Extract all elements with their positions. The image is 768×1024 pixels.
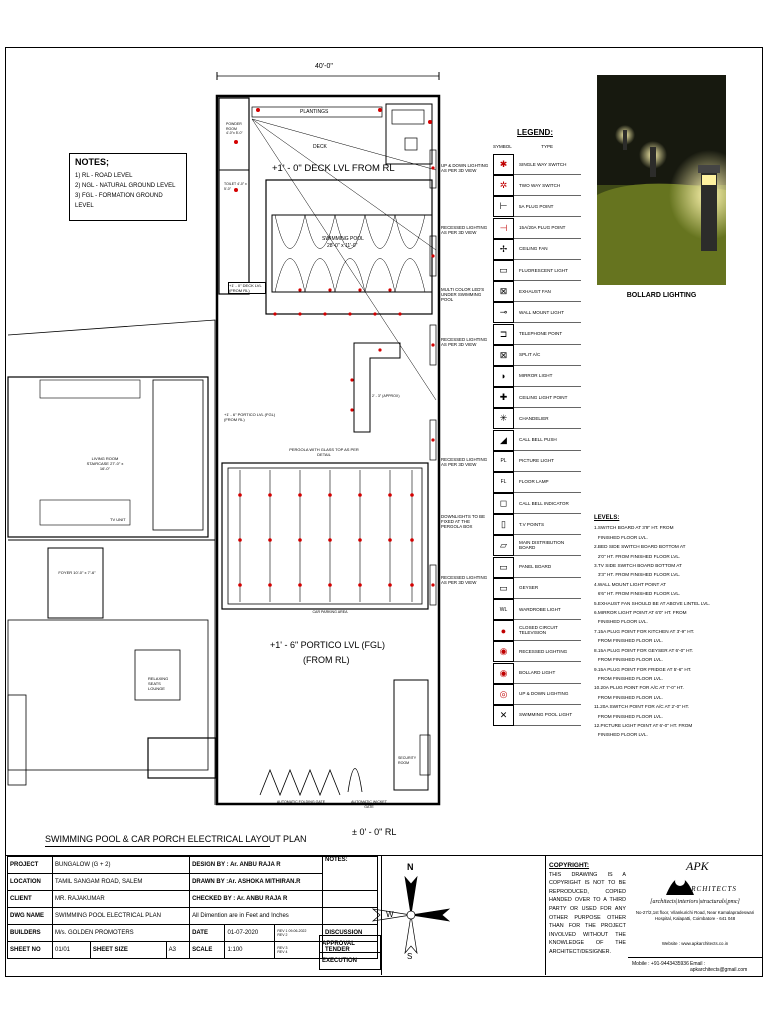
callout-6: DOWNLIGHTS TO BE FIXED AT THE PERGOLA BOX [441,514,485,530]
levels-list [594,523,716,739]
dwg-label: DWG NAME [8,908,53,925]
bollard-icon: ◉ [493,663,514,684]
rev-3: REV 3 [277,946,288,950]
legend-row [493,663,581,684]
level-item: FROM FINISHED FLOOR LVL. [594,638,663,644]
legend-label: T.V POINTS [514,514,581,535]
security-room-label: SECURITY ROOM [398,756,417,766]
level-item: 4.WALL MOUNT LIGHT POINT AT [594,581,666,587]
legend-label: GEYSER [514,578,581,599]
bollard-photo [597,75,726,285]
wall-mount-icon: ⊸ [493,302,514,323]
bell-push-icon: ◢ [493,430,514,451]
scale-label: SCALE [190,942,225,959]
single-way-switch-icon: ✱ [493,154,514,175]
cctv-icon: ● [493,620,514,641]
note-item: 2) NGL - NATURAL GROUND LEVEL [75,183,176,189]
legend-label: TELEPHONE POINT [514,324,581,345]
legend-label: PICTURE LIGHT [514,451,581,472]
empty-cell [323,891,378,908]
notes-box [69,153,187,221]
date-value: 01-07-2020 [225,925,275,942]
dwg-value: SWIMMING POOL ELECTRICAL PLAN [53,908,190,925]
level-item: 1.SWITCH BOARD AT 3'9" HT. FROM [594,525,674,531]
plug-5a-icon: ⊢ [493,196,514,217]
legend-label: 15A/20A PLUG POINT [514,218,581,239]
legend-col-type: TYPE [541,144,553,149]
firm-tagline: [architects|interiors|structurals|pmc] [650,899,740,905]
legend-row [493,408,581,429]
level-item: 3'3" HT. FROM FINISHED FLOOR LVL. [594,572,681,578]
picture-light-icon: PL [493,451,514,472]
pool-name-label: SWIMMING POOL [322,236,364,242]
approval-block [319,935,381,970]
firm-logo-text: APK [686,859,709,873]
seat-size-label: 2' - 3" (APPROX) [372,394,400,398]
tender-label: TENDER [323,942,378,959]
level-item: 8.15A PLUG POINT FOR GEYSER AT 6'-0" HT. [594,647,694,653]
copyright-title: COPYRIGHT: [549,862,590,869]
tv-point-icon: ▯ [493,514,514,535]
callout-7: RECESSED LIGHTING AS PER 3D VIEW [441,575,488,586]
legend-row [493,302,581,323]
discussion-label: DISCUSSION [323,925,378,942]
legend-label: MIRROR LIGHT [514,366,581,387]
legend-row [493,599,581,620]
level-item: 12.PICTURE LIGHT POINT AT 6'-0" HT. FROM [594,722,693,728]
fluorescent-icon: ▭ [493,260,514,281]
empty-cell [323,908,378,925]
level-item: FINISHED FLOOR LVL. [594,732,648,738]
legend-label: CLOSED CIRCUIT TELEVISION [514,620,581,641]
level-item: FINISHED FLOOR LVL. [594,619,648,625]
legend-label: CHANDELIER [514,408,581,429]
legend-row [493,366,581,387]
geyser-icon: ▭ [493,578,514,599]
scale-value: 1:100 [225,942,275,959]
legend-row [493,387,581,408]
execution-label: EXECUTION [320,953,381,970]
compass-e: E [433,910,439,919]
rev-1: REV 1 [277,929,288,933]
zero-level-label: ± 0' - 0" RL [352,827,397,837]
legend-label: 5A PLUG POINT [514,196,581,217]
level-item: FROM FINISHED FLOOR LVL. [594,713,663,719]
level-item: 3.TV SIDE SWITCH BOARD BOTTOM AT [594,563,682,569]
callout-2: RECESSED LIGHTING AS PER 3D VIEW [441,225,488,236]
ceiling-fan-icon: ✢ [493,239,514,260]
mirror-light-icon: ◗ [493,366,514,387]
legend-row [493,493,581,514]
auto-wicket-gate-label: AUTOMATIC WICKET GATE [351,800,387,810]
portico-level-small-label: +1' - 6" PORTICO LVL (FGL) (FROM RL) [224,412,276,423]
legend-row [493,514,581,535]
legend-header [493,144,583,149]
living-room-label: LIVING ROOM STAIRCASE 27'-0" x 16'-0" [86,456,124,472]
floor-lamp-icon: FL [493,472,514,493]
legend-label: PANEL BOARD [514,557,581,578]
legend-row [493,175,581,196]
firm-address: No-27/2,1st floor, Vilankurichi Road, Near Kamalapradeswari Hospital, Kalapatti, Coimbatore - 641 048 [635,910,755,921]
rev-3-4 [275,942,323,959]
legend-row [493,345,581,366]
split-ac-icon: ⊠ [493,345,514,366]
sheet-size-label: SHEET SIZE [90,942,166,959]
panel-board-icon: ▭ [493,557,514,578]
legend-label: SPLIT A/C [514,345,581,366]
legend-label: SINGLE WAY SWITCH [514,154,581,175]
legend-row [493,154,581,175]
photo-caption: BOLLARD LIGHTING [626,292,697,299]
legend-label: TWO WAY SWITCH [514,175,581,196]
deck-level-label: +1' - 0" DECK LVL FROM RL [272,163,395,174]
legend-label: CEILING FAN [514,239,581,260]
level-item: FROM FINISHED FLOOR LVL. [594,675,663,681]
callout-4: RECESSED LIGHTING AS PER 3D VIEW [441,337,488,348]
level-item: 11.20A SWITCH POINT FOR A/C AT 2'-0" HT. [594,704,690,710]
legend-row [493,620,581,641]
legend-row [493,196,581,217]
level-item: 2.BED SIDE SWITCH BOARD BOTTOM AT [594,544,686,550]
toilet-label: TOILET 4'-0" x 5'-0" [224,182,247,191]
legend-label: BOLLARD LIGHT [514,663,581,684]
rev-1-2 [275,925,323,942]
bell-indicator-icon: ◻ [493,493,514,514]
portico-from-label: (FROM RL) [303,655,350,665]
level-item: FROM FINISHED FLOOR LVL. [594,657,663,663]
level-item: 6.MIRROR LIGHT POINT AT 6'0" HT. FROM [594,610,687,616]
callout-3: MULTI COLOR LED'S UNDER SWIMMING POOL [441,287,485,303]
levels-title: LEVELS: [594,515,620,521]
drawn-by: DRAWN BY :Ar. ASHOKA MITHIRAN.R [190,874,323,891]
legend-label: CEILING LIGHT POINT [514,387,581,408]
plan-title: SWIMMING POOL & CAR PORCH ELECTRICAL LAYOUT PLAN [45,834,307,844]
legend-label: SWIMMING POOL LIGHT [514,705,581,726]
legend-row [493,557,581,578]
deck-level-small-label: +1' - 0" DECK LVL (FROM RL) [228,282,266,294]
legend-row [493,641,581,662]
car-parking-label: CAR PARKING AREA [312,610,348,614]
firm-email: Email : apkarchitects@gmail.com [690,961,748,973]
client-value: MR. RAJAKUMAR [53,891,190,908]
legend-label: WARDROBE LIGHT [514,599,581,620]
plantings-label: PLANTINGS [300,109,329,115]
powder-room-label: POWDER ROOM 4'-0"x 5'-0" [226,122,243,135]
legend-col-symbol: SYMBOL [493,144,512,149]
project-value: BUNGALOW (G + 2) [53,857,190,874]
wardrobe-light-icon: WL [493,599,514,620]
relaxing-seats-label: RELAXING SEATS LOUNGE [148,676,169,692]
firm-divider [628,957,762,958]
project-label: PROJECT [8,857,53,874]
divider [545,855,546,975]
firm-name: ARCHITECTS [686,885,737,893]
copyright-text: THIS DRAWING IS A COPYRIGHT IS NOT TO BE REPRODUCED, COPIED HANDED OVER TO A THIRD PARTY OR USED FOR ANY OTHER PURPOSE OTHER THAN FOR THE PROJECT INVOLVED WITHOUT THE KNOWLEDGE OF THE ARCHITECT/DESIGNER. [549,871,626,955]
compass-s: S [407,952,413,961]
firm-mobile: Mobile : +91-9443435936 [632,961,689,967]
pergola-label: PERGOLA WITH GLASS TOP AS PER DETAIL [289,447,359,458]
legend-label: CALL BELL PUSH [514,430,581,451]
legend-row [493,705,581,726]
legend-row [493,239,581,260]
builders-value: M/s. GOLDEN PROMOTERS [53,925,190,942]
level-item: 6'6" HT. FROM FINISHED FLOOR LVL. [594,591,681,597]
pool-size-label: 28'-0" x 11'-0" [327,243,358,249]
date-label: DATE [190,925,225,942]
legend-label: WALL MOUNT LIGHT [514,302,581,323]
client-label: CLIENT [8,891,53,908]
compass-w: W [386,910,394,919]
callout-5: RECESSED LIGHTING AS PER 3D VIEW [441,457,488,468]
rev-2: REV 2 [277,933,288,937]
sheet-no-label: SHEET NO [8,942,53,959]
legend-row [493,578,581,599]
dimension-note: All Dimention are in Feet and Inches [190,908,323,925]
level-item: FROM FINISHED FLOOR LVL. [594,694,663,700]
mdb-icon: ▱ [493,535,514,556]
level-item: 2'0" HT. FROM FINISHED FLOOR LVL. [594,553,681,559]
notes-title: NOTES; [75,157,110,167]
sheet-no-value: 01/01 [53,942,91,959]
callout-1: UP & DOWN LIGHTING AS PER 3D VIEW [441,163,489,174]
approval-label: APPROVAL [320,936,381,953]
location-label: LOCATION [8,874,53,891]
tv-unit-label: TV UNIT [110,517,126,522]
up-down-icon: ◎ [493,684,514,705]
legend-row [493,535,581,556]
legend-row [493,684,581,705]
firm-website: Website : www.apkarchitects.co.in [661,941,729,946]
deck-label: DECK [313,144,327,150]
legend-table [493,154,581,726]
recessed-icon: ◉ [493,641,514,662]
portico-level-label: +1' - 6" PORTICO LVL (FGL) [270,640,386,650]
design-by: DESIGN BY : Ar. ANBU RAJA R [190,857,323,874]
note-item: 1) RL - ROAD LEVEL [75,173,133,179]
exhaust-fan-icon: ⊠ [493,281,514,302]
legend-row [493,451,581,472]
legend-row [493,429,581,450]
legend-row [493,324,581,345]
legend-row [493,218,581,239]
notes-label: NOTES: [323,857,378,891]
firm-block [628,857,762,974]
location-value: TAMIL SANGAM ROAD, SALEM [53,874,190,891]
two-way-switch-icon: ✲ [493,175,514,196]
note-item: 3) FGL - FORMATION GROUND LEVEL [75,193,163,209]
rev-4: REV 4 [277,950,288,954]
level-item: 10.20A PLUG POINT FOR A/C AT 7'-0" HT. [594,685,684,691]
legend-label: RECESSED LIGHTING [514,641,581,662]
builders-label: BUILDERS [8,925,53,942]
auto-folding-gate-label: AUTOMATIC FOLDING GATE [276,800,326,804]
plug-15a-icon: ⊣ [493,218,514,239]
legend-row [493,281,581,302]
checked-by: CHECKED BY : Ar. ANBU RAJA R [190,891,323,908]
copyright-block [549,862,626,957]
sheet-size-value: A3 [166,942,189,959]
pool-light-icon: ✕ [493,705,514,726]
levels-notes [594,514,716,740]
level-item: 7.15A PLUG POINT FOR KITCHEN AT 3'-9" HT. [594,628,695,634]
rev-1-date: 09-06-2022 [288,929,307,933]
legend-label: MAIN DISTRIBUTION BOARD [514,535,581,556]
legend-label: FLOOR LAMP [514,472,581,493]
legend-label: UP & DOWN LIGHTING [514,684,581,705]
plan-title-underline [45,846,270,847]
foyer-label: FOYER 10'-0" x 7'-6" [58,570,96,575]
width-dimension: 40'-0" [315,63,333,70]
level-item: 5.EXHAUST FAN SHOULD BE AT ABOVE LINTEL LVL. [594,600,711,606]
legend-row [493,472,581,493]
compass-n: N [407,862,414,872]
chandelier-icon: ✳ [493,408,514,429]
legend-label: CALL BELL INDICATOR [514,493,581,514]
legend-label: FLUORESCENT LIGHT [514,260,581,281]
level-item: FINISHED FLOOR LVL. [594,534,648,540]
divider [381,855,382,975]
bollard-image [597,75,726,285]
legend-row [493,260,581,281]
ceiling-light-icon: ✚ [493,387,514,408]
level-item: 9.15A PLUG POINT FOR FRIDGE AT 5'-6" HT. [594,666,692,672]
telephone-icon: ⊐ [493,324,514,345]
legend-title: LEGEND: [517,128,553,137]
legend-label: EXHAUST FAN [514,281,581,302]
